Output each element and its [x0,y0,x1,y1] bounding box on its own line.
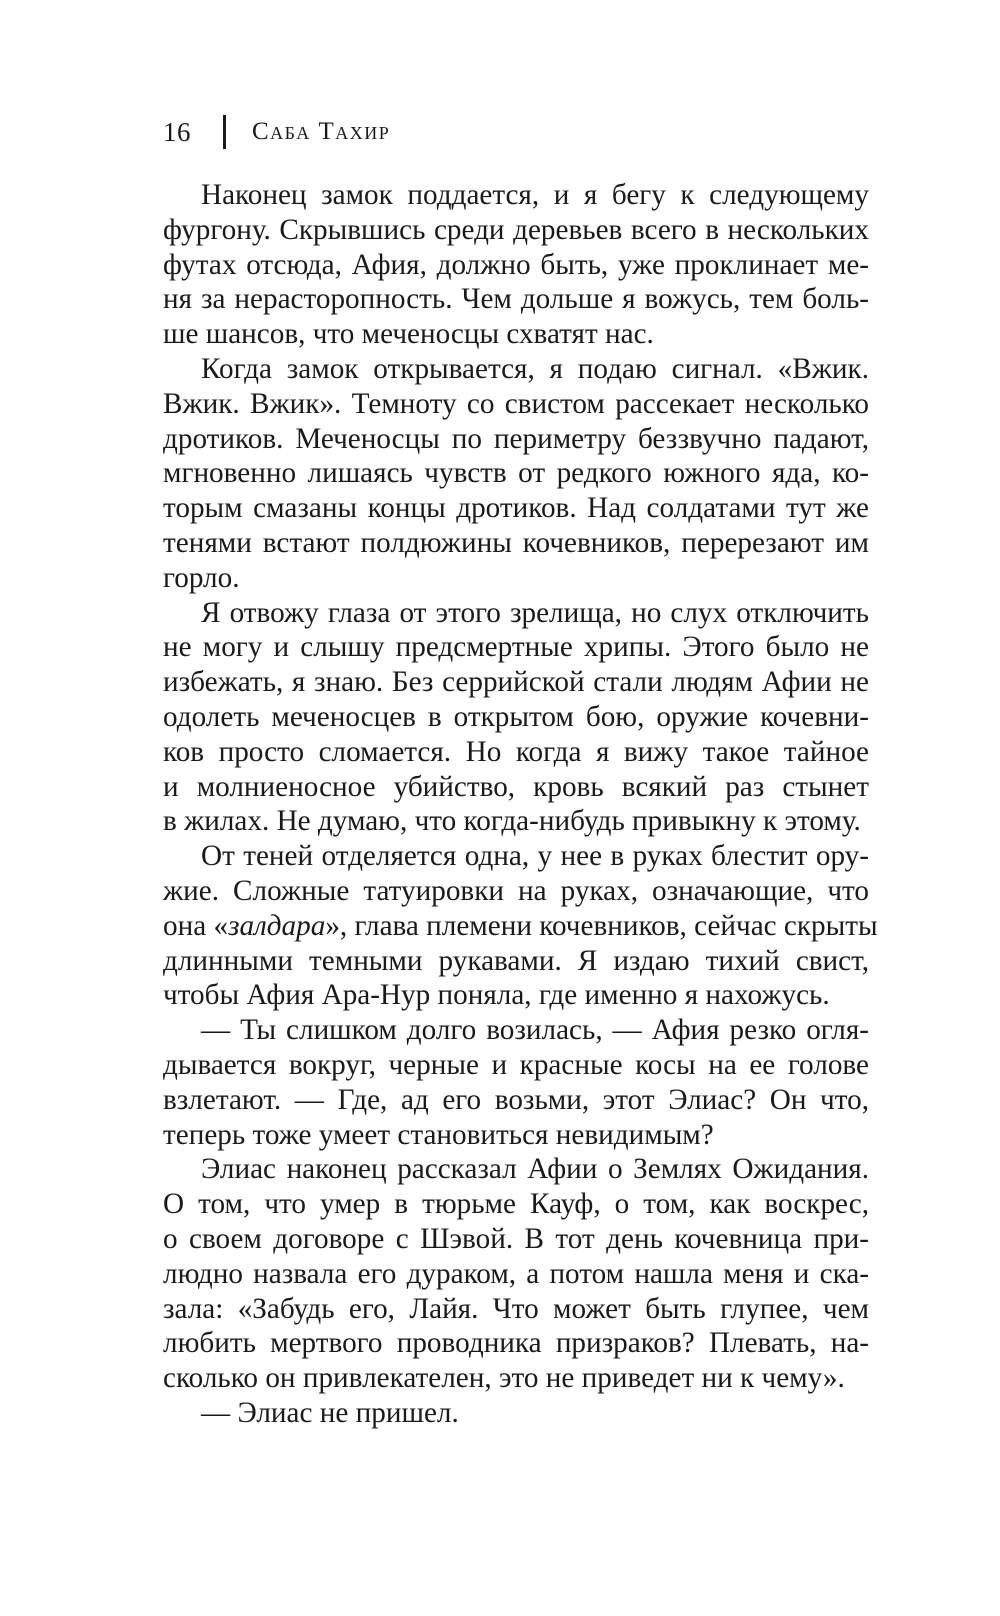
text-line: Элиас наконец рассказал Афии о Землях Ожидания. [201,1153,869,1186]
text-fragment: она « [163,909,229,942]
text-line: в жилах. Не думаю, что когда-нибудь привыкну к этому. [163,805,861,838]
text-line: теперь тоже умеет становиться невидимым? [163,1118,714,1151]
text-line: — Ты слишком долго возилась, — Афия резко огля- [201,1014,869,1047]
text-line: одолеть меченосцев в открытом бою, оружие кочевни- [163,700,869,733]
text-line: футах отсюда, Афия, должно быть, уже проклинает ме- [163,248,869,281]
running-head [163,112,390,152]
text-line-with-italic [163,909,878,944]
text-line: жие. Сложные татуировки на руках, означающие, что [163,874,869,907]
text-line: взлетают. — Где, ад его возьми, этот Элиас? Он что, [163,1083,869,1116]
text-line: Я отвожу глаза от этого зрелища, но слух отключить [201,596,869,629]
text-line: зала: «Забудь его, Лайя. Что может быть глупее, чем [163,1292,869,1325]
text-line: Когда замок открывается, я подаю сигнал. «Вжик. [201,352,869,385]
text-line: О том, что умер в тюрьме Кауф, о том, как воскрес, [163,1188,869,1221]
text-line: ня за нерасторопность. Чем дольше я вожусь, тем боль- [163,283,869,316]
text-fragment: », глава племени кочевников, сейчас скрыты [325,909,878,942]
text-line: длинными темными рукавами. Я издаю тихий свист, [163,944,869,977]
text-line: о своем договоре с Шэвой. В тот день кочевница при- [163,1222,869,1255]
text-line: любить мертвого проводника призраков? Плевать, на- [163,1327,869,1360]
text-line: горло. [163,561,240,594]
text-line: мгновенно лишаясь чувств от редкого южного яда, ко- [163,457,869,490]
text-line: Наконец замок поддается, и я бегу к следующему [201,179,869,211]
text-line: ше шансов, что меченосцы схватят нас. [163,318,654,351]
text-line: От теней отделяется одна, у нее в руках блестит ору- [201,840,869,873]
text-line: фургону. Скрывшись среди деревьев всего в нескольких [163,213,869,246]
text-line: людно назвала его дураком, а потом нашла меня и ска- [163,1257,869,1290]
text-line: дротиков. Меченосцы по периметру беззвучно падают, [163,422,869,455]
author-name: Саба Тахир [252,118,391,145]
body-text [163,178,878,1431]
text-line: торым смазаны концы дротиков. Над солдатами тут же [163,492,869,525]
text-line: ков просто сломается. Но когда я вижу такое тайное [163,735,869,768]
text-line: чтобы Афия Ара-Нур поняла, где именно я нахожусь. [163,979,830,1012]
italic-term: залдара [228,909,326,942]
text-line: и молниеносное убийство, кровь всякий раз стынет [163,770,869,803]
text-line: дывается вокруг, черные и красные косы на ее голове [163,1048,869,1081]
header-divider [223,115,226,149]
text-line: тенями встают полдюжины кочевников, перерезают им [163,526,869,559]
text-line: не могу и слышу предсмертные хрипы. Этого было не [163,631,869,664]
page-number: 16 [163,116,191,147]
text-line: Вжик. Вжик». Темноту со свистом рассекает несколько [163,387,869,420]
text-line: избежать, я знаю. Без серрийской стали людям Афии не [163,666,869,699]
text-line: — Элиас не пришел. [201,1396,459,1429]
text-line: сколько он привлекателен, это не приведет ни к чему». [163,1362,845,1395]
